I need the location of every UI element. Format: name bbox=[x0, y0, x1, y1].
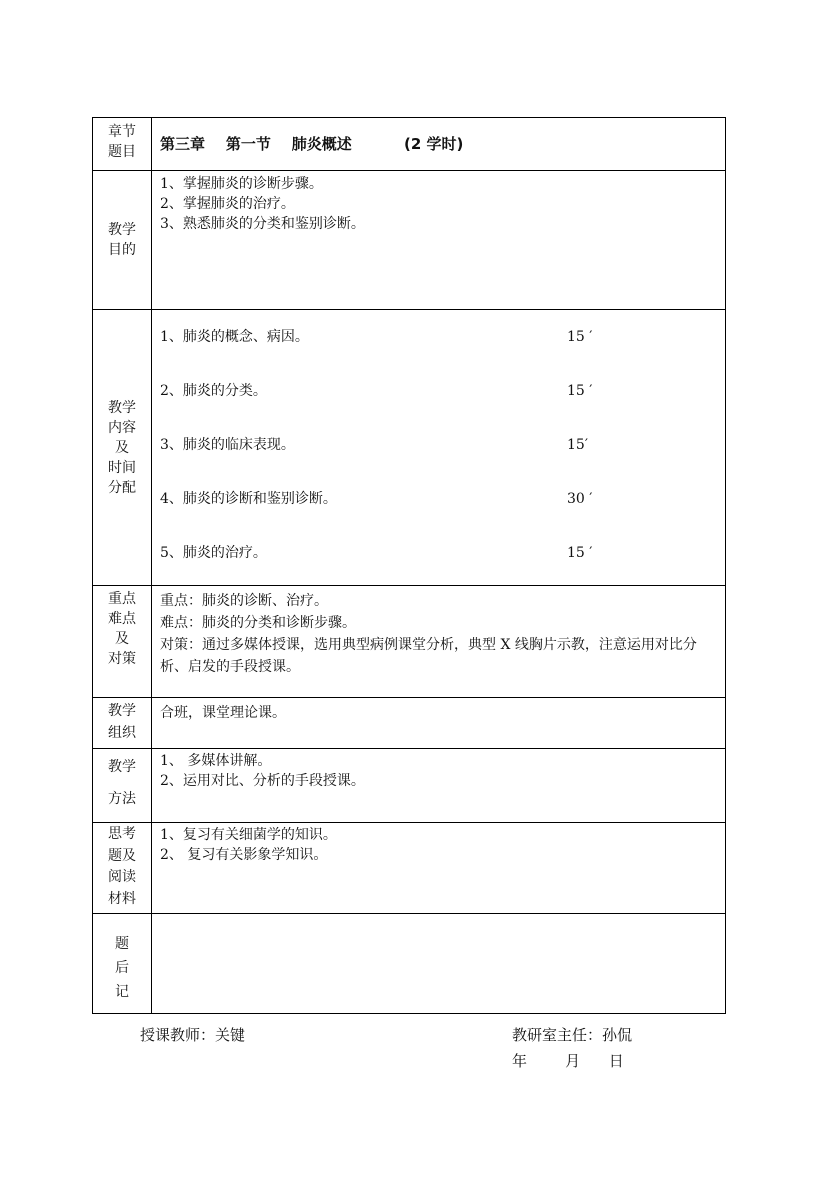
footer-director: 教研室主任：孙侃 bbox=[512, 1026, 633, 1044]
content-item-time: 15′ bbox=[567, 437, 588, 453]
content-item-time: 15 ′ bbox=[567, 329, 593, 345]
label-line: 及 bbox=[115, 439, 129, 456]
keypoint-item: 对策：通过多媒体授课，选用典型病例课堂分析，典型 X 线胸片示教，注意运用对比分析、启发的手段授课。 bbox=[160, 637, 697, 675]
keypoint-item: 难点：肺炎的分类和诊断步骤。 bbox=[160, 615, 356, 631]
label-line: 对策 bbox=[108, 651, 136, 667]
content-item-text: 4、肺炎的诊断和鉴别诊断。 bbox=[160, 491, 337, 507]
chapter-title-cell bbox=[152, 118, 726, 171]
label-objectives bbox=[93, 171, 152, 310]
row-keypoints bbox=[93, 586, 726, 698]
label-line: 后 bbox=[115, 960, 129, 976]
label-line: 教学 bbox=[108, 759, 136, 775]
content-item-time: 15 ′ bbox=[567, 545, 593, 561]
label-line: 题及 bbox=[108, 847, 136, 864]
method-item: 1、 多媒体讲解。 bbox=[160, 753, 272, 769]
label-line: 题 bbox=[115, 936, 129, 952]
label-line: 记 bbox=[115, 984, 129, 1000]
content-time-cell bbox=[152, 310, 726, 586]
row-methods bbox=[93, 749, 726, 823]
chapter-title: 第三章 第一节 肺炎概述 (2 学时) bbox=[160, 134, 464, 153]
row-chapter-title bbox=[93, 118, 726, 171]
content-item-time: 30 ′ bbox=[567, 491, 593, 507]
content-item-text: 5、肺炎的治疗。 bbox=[160, 545, 267, 561]
organization-cell bbox=[152, 698, 726, 749]
content-item bbox=[160, 327, 717, 347]
objective-item: 3、熟悉肺炎的分类和鉴别诊断。 bbox=[160, 216, 365, 232]
label-keypoints bbox=[93, 586, 152, 698]
label-reading bbox=[93, 823, 152, 914]
label-line: 章节 bbox=[108, 124, 136, 140]
content-item bbox=[160, 489, 717, 509]
content-item-time: 15 ′ bbox=[567, 383, 593, 399]
label-line: 目的 bbox=[108, 242, 136, 258]
label-line: 时间 bbox=[108, 459, 136, 476]
content-item bbox=[160, 435, 717, 455]
row-organization bbox=[93, 698, 726, 749]
objectives-cell bbox=[152, 171, 726, 310]
label-line: 方法 bbox=[108, 791, 136, 807]
label-line: 阅读 bbox=[108, 869, 136, 885]
label-line: 教学 bbox=[108, 399, 136, 416]
objective-item: 1、掌握肺炎的诊断步骤。 bbox=[160, 176, 323, 192]
label-organization bbox=[93, 698, 152, 749]
label-line: 内容 bbox=[108, 419, 136, 436]
row-reading bbox=[93, 823, 726, 914]
label-line: 重点 bbox=[108, 591, 136, 607]
reading-item: 1、复习有关细菌学的知识。 bbox=[160, 827, 337, 843]
method-item: 2、运用对比、分析的手段授课。 bbox=[160, 773, 365, 789]
organization-text: 合班，课堂理论课。 bbox=[160, 705, 286, 721]
footer-teacher: 授课教师：关键 bbox=[140, 1026, 246, 1044]
objective-item: 2、掌握肺炎的治疗。 bbox=[160, 196, 295, 212]
label-methods bbox=[93, 749, 152, 823]
row-objectives bbox=[93, 171, 726, 310]
footer-date: 年 月 日 bbox=[512, 1052, 624, 1070]
content-item-text: 1、肺炎的概念、病因。 bbox=[160, 329, 309, 345]
row-notes bbox=[93, 914, 726, 1014]
label-line: 及 bbox=[115, 631, 129, 647]
content-item bbox=[160, 381, 717, 401]
keypoints-cell bbox=[152, 586, 726, 698]
notes-cell bbox=[152, 914, 726, 1014]
reading-item: 2、 复习有关影象学知识。 bbox=[160, 847, 328, 863]
content-item bbox=[160, 543, 717, 563]
keypoint-item: 重点：肺炎的诊断、治疗。 bbox=[160, 593, 328, 609]
label-line: 教学 bbox=[108, 703, 136, 719]
label-line: 分配 bbox=[108, 479, 136, 496]
label-content-time bbox=[93, 310, 152, 586]
reading-cell bbox=[152, 823, 726, 914]
label-line: 组织 bbox=[108, 725, 136, 741]
label-line: 题目 bbox=[108, 144, 136, 160]
content-item-text: 3、肺炎的临床表现。 bbox=[160, 437, 295, 453]
label-line: 教学 bbox=[108, 222, 136, 238]
label-line: 思考 bbox=[108, 826, 136, 842]
label-line: 难点 bbox=[108, 611, 136, 627]
content-item-text: 2、肺炎的分类。 bbox=[160, 383, 267, 399]
label-chapter-title bbox=[93, 118, 152, 171]
label-notes bbox=[93, 914, 152, 1014]
methods-cell bbox=[152, 749, 726, 823]
lesson-plan-table bbox=[92, 117, 726, 1014]
row-content-time bbox=[93, 310, 726, 586]
label-line: 材料 bbox=[108, 890, 136, 907]
